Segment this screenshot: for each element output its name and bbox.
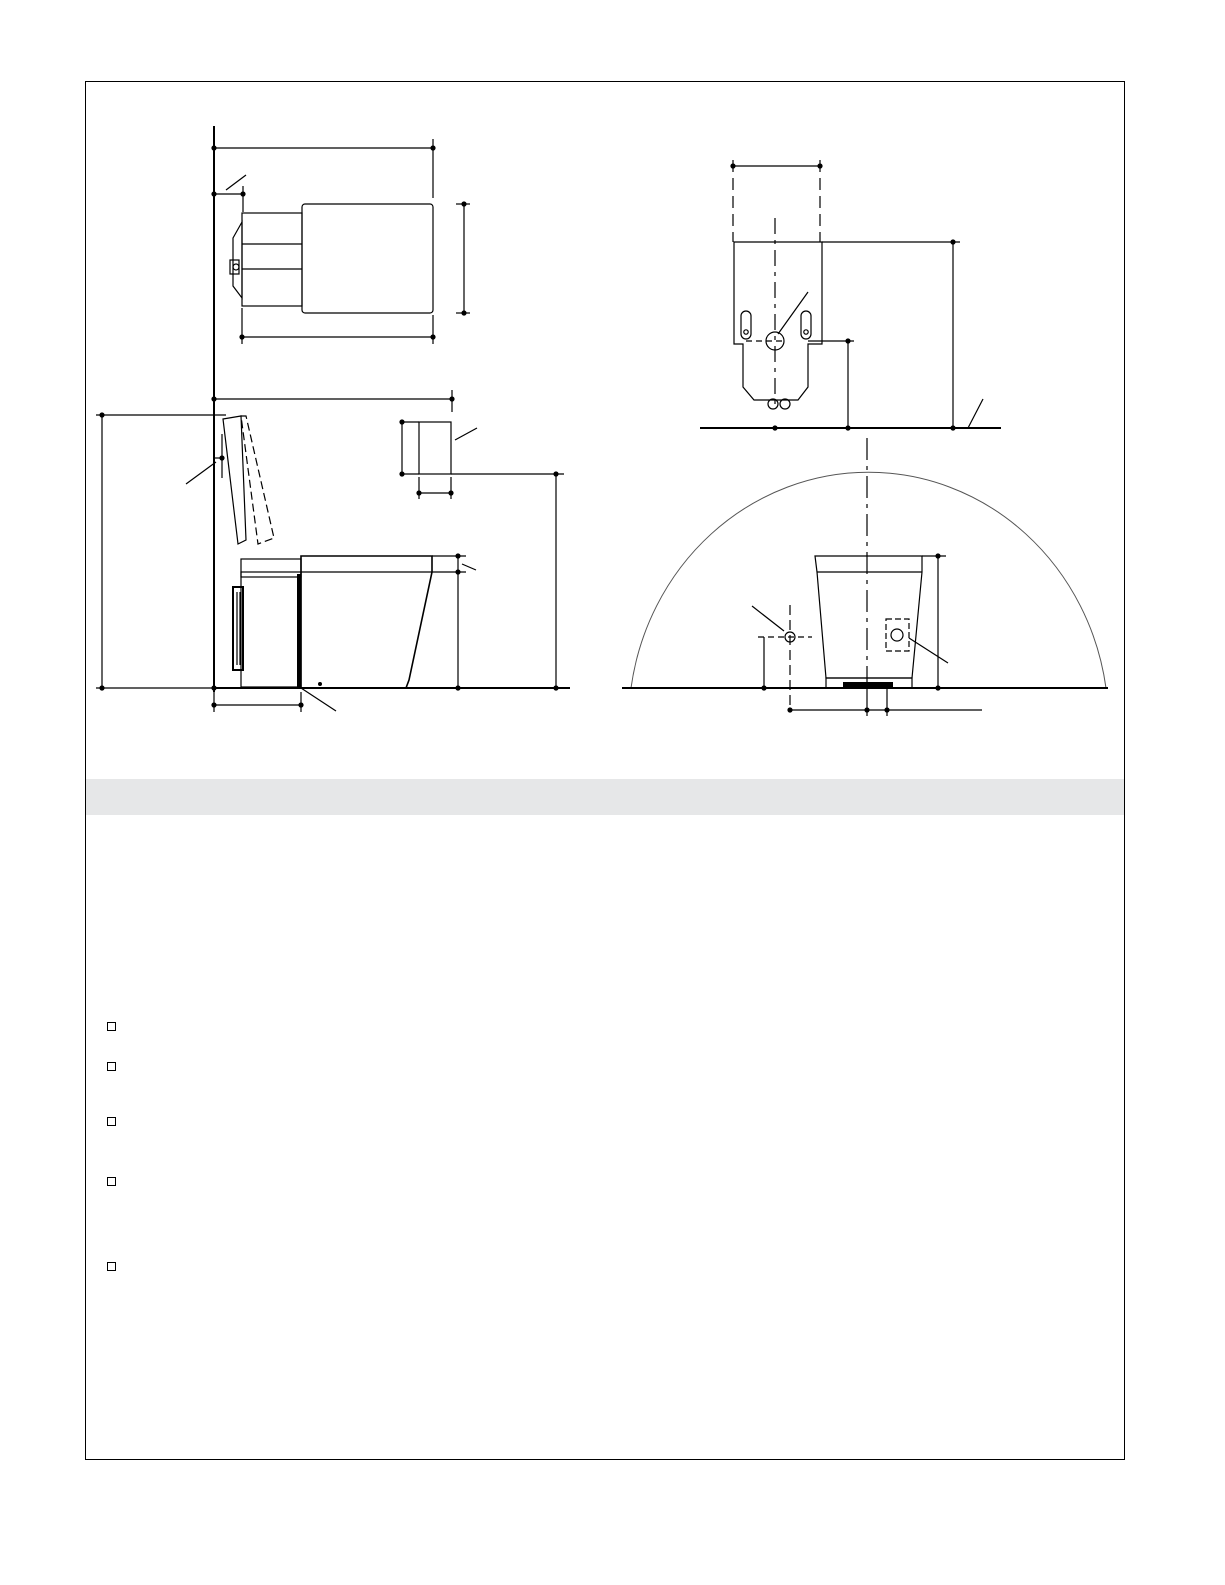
side-view [96, 390, 570, 712]
checkbox[interactable] [107, 1117, 116, 1126]
checklist-item [107, 1058, 1107, 1078]
front-view [622, 438, 1108, 716]
checkbox[interactable] [107, 1022, 116, 1031]
checklist-item [107, 1113, 1107, 1133]
section-heading-bar [86, 779, 1124, 815]
top-view [212, 126, 470, 692]
checkbox[interactable] [107, 1177, 116, 1186]
spec-sheet [85, 81, 1125, 1460]
checklist-item [107, 1018, 1107, 1038]
rear-view [700, 160, 1001, 430]
roughing-in-drawings [86, 82, 1126, 782]
checkbox[interactable] [107, 1262, 116, 1271]
checklist-item [107, 1173, 1107, 1193]
checkbox[interactable] [107, 1062, 116, 1071]
checklist-item [107, 1258, 1107, 1278]
